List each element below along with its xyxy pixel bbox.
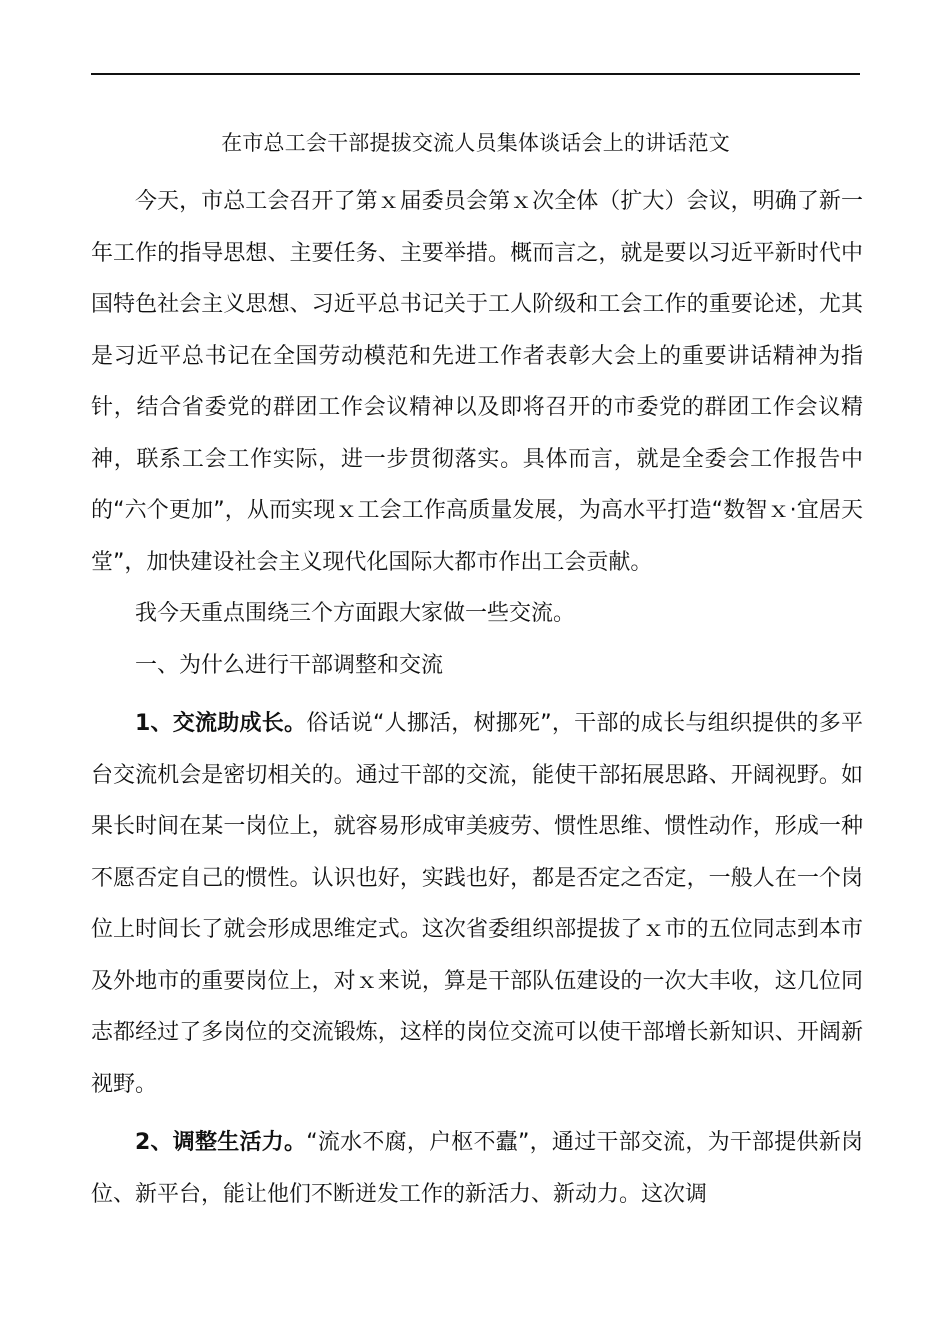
paragraph-point-1	[91, 698, 863, 1110]
paragraph-point-2	[91, 1117, 863, 1220]
paragraph-text: 俗话说“人挪活，树挪死”，干部的成长与组织提供的多平台交流机会是密切相关的。通过干部的交流，能使干部拓展思路、开阔视野。如果长时间在某一岗位上，就容易形成审美疲劳、惯性思维、惯性动作，形成一种不愿否定自己的惯性。认识也好，实践也好，都是否定之否定，一般人在一个岗位上时间长了就会形成思维定式。这次省委组织部提拔了ｘ市的五位同志到本市及外地市的重要岗位上，对ｘ来说，算是干部队伍建设的一次大丰收，这几位同志都经过了多岗位的交流锻炼，这样的岗位交流可以使干部增长新知识、开阔新视野。	[91, 711, 864, 1097]
point-heading: 1、交流助成长。	[135, 711, 307, 736]
point-heading: 2、调整生活力。	[135, 1130, 307, 1155]
document-body	[91, 176, 863, 1220]
paragraph-overview	[91, 588, 863, 640]
section-heading-text: 一、为什么进行干部调整和交流	[135, 652, 444, 678]
document-title: 在市总工会干部提拔交流人员集体谈话会上的讲话范文	[221, 131, 730, 155]
paragraph-text: 我今天重点围绕三个方面跟大家做一些交流。	[135, 601, 576, 626]
paragraph-text: “流水不腐，户枢不蠹”，通过干部交流，为干部提供新岗位、新平台，能让他们不断迸发工作的新活力、新动力。这次调	[91, 1130, 864, 1207]
header-rule	[91, 73, 860, 75]
paragraph-intro	[91, 176, 863, 588]
paragraph-text: 今天，市总工会召开了第ｘ届委员会第ｘ次全体（扩大）会议，明确了新一年工作的指导思想、主要任务、主要举措。概而言之，就是要以习近平新时代中国特色社会主义思想、习近平总书记关于工人阶级和工会工作的重要论述，尤其是习近平总书记在全国劳动模范和先进工作者表彰大会上的重要讲话精神为指针，结合省委党的群团工作会议精神以及即将召开的市委党的群团工作会议精神，联系工会工作实际，进一步贯彻落实。具体而言，就是全委会工作报告中的“六个更加”，从而实现ｘ工会工作高质量发展，为高水平打造“数智ｘ·宜居天堂”，加快建设社会主义现代化国际大都市作出工会贡献。	[91, 189, 863, 575]
section-heading	[91, 640, 863, 692]
